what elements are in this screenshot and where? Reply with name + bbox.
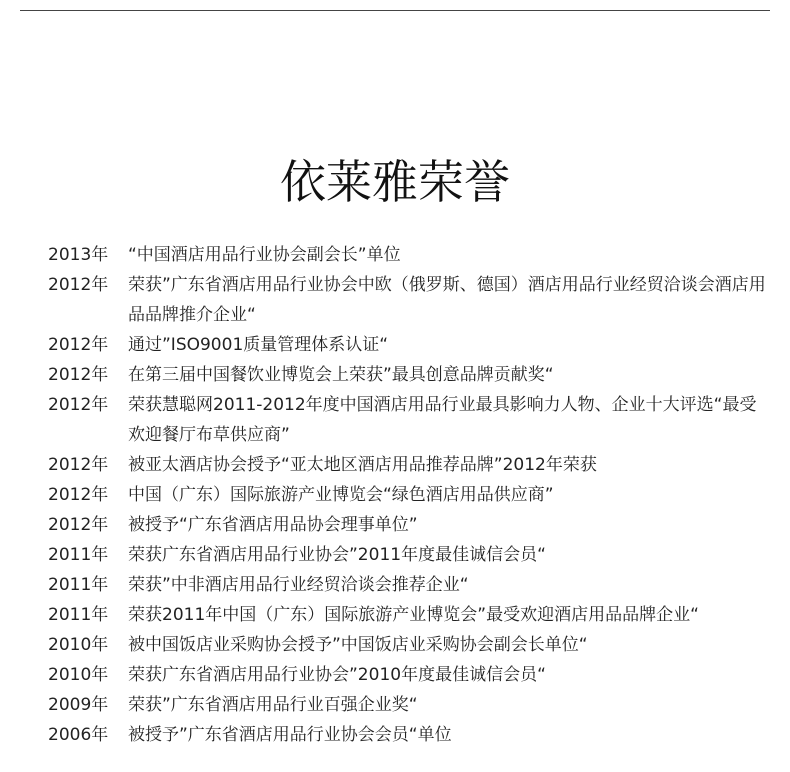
list-item [48, 480, 770, 510]
list-item [48, 630, 770, 660]
list-item [48, 450, 770, 480]
honor-year: 2012年 [48, 335, 109, 355]
honor-text: 被授予“广东省酒店用品协会理事单位” [128, 515, 418, 535]
honor-year: 2010年 [48, 635, 109, 655]
list-item [48, 570, 770, 600]
honor-year: 2009年 [48, 695, 109, 715]
honor-year: 2006年 [48, 725, 109, 745]
honor-text: 被授予”广东省酒店用品行业协会会员“单位 [128, 725, 452, 745]
honor-year: 2012年 [48, 515, 109, 535]
honor-year: 2013年 [48, 245, 109, 265]
honor-year: 2012年 [48, 485, 109, 505]
honor-text: 荣获”广东省酒店用品行业百强企业奖“ [128, 695, 418, 715]
list-item [48, 240, 770, 270]
list-item [48, 360, 770, 390]
honors-list [48, 240, 770, 750]
honor-text: 中国（广东）国际旅游产业博览会“绿色酒店用品供应商” [128, 485, 554, 505]
list-item [48, 720, 770, 750]
list-item [48, 510, 770, 540]
honor-text: 荣获”广东省酒店用品行业协会中欧（俄罗斯、德国）酒店用品行业经贸洽谈会酒店用品品牌推介企业“ [128, 275, 766, 325]
honor-text: 荣获2011年中国（广东）国际旅游产业博览会”最受欢迎酒店用品品牌企业“ [128, 605, 699, 625]
honor-text: 被中国饭店业采购协会授予”中国饭店业采购协会副会长单位“ [128, 635, 588, 655]
honor-year: 2012年 [48, 365, 109, 385]
honor-year: 2012年 [48, 455, 109, 475]
honor-year: 2011年 [48, 545, 109, 565]
honor-text: 在第三届中国餐饮业博览会上荣获”最具创意品牌贡献奖“ [128, 365, 554, 385]
honor-year: 2012年 [48, 395, 109, 415]
list-item [48, 270, 770, 330]
list-item [48, 600, 770, 630]
honor-text: 通过”ISO9001质量管理体系认证“ [128, 335, 389, 355]
list-item [48, 330, 770, 360]
top-divider [20, 10, 770, 11]
honor-text: “中国酒店用品行业协会副会长”单位 [128, 245, 401, 265]
honor-text: 被亚太酒店协会授予“亚太地区酒店用品推荐品牌”2012年荣获 [128, 455, 597, 475]
honor-year: 2010年 [48, 665, 109, 685]
list-item [48, 690, 770, 720]
honor-text: 荣获广东省酒店用品行业协会”2010年度最佳诚信会员“ [128, 665, 546, 685]
honor-year: 2012年 [48, 275, 109, 295]
honor-year: 2011年 [48, 605, 109, 625]
honor-text: 荣获慧聪网2011-2012年度中国酒店用品行业最具影响力人物、企业十大评选“最受欢迎餐厅布草供应商” [128, 395, 757, 445]
list-item [48, 540, 770, 570]
honor-text: 荣获广东省酒店用品行业协会”2011年度最佳诚信会员“ [128, 545, 546, 565]
honor-text: 荣获”中非酒店用品行业经贸洽谈会推荐企业“ [128, 575, 469, 595]
page-title: 依莱雅荣誉 [280, 155, 510, 209]
honor-year: 2011年 [48, 575, 109, 595]
list-item [48, 660, 770, 690]
list-item [48, 390, 770, 450]
